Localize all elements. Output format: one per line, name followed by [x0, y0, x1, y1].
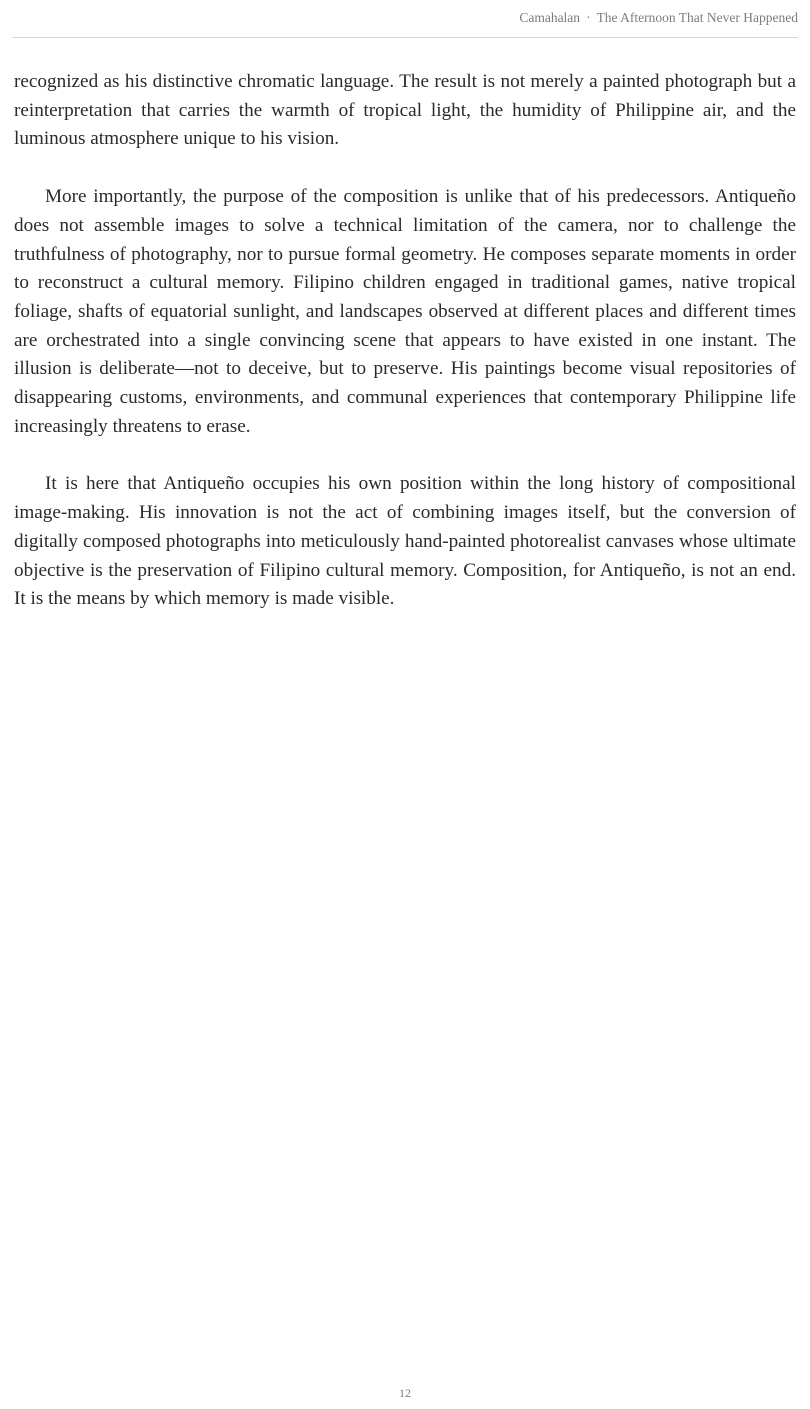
paragraph: More importantly, the purpose of the composition is unlike that of his predecessors. Antiqueño does not assemble images to solve a technical limitation of the camera, nor to challenge the truthfulness of photography, nor to pursue formal geometry. He composes separate moments in order to reconstruct a cultural memory. Filipino children engaged in traditional games, native tropical foliage, shafts of equatorial sunlight, and landscapes observed at different places and different times are orchestrated into a single convincing scene that appears to have existed in one instant. The illusion is deliberate—not to deceive, but to preserve. His paintings become visual repositories of disappearing customs, environments, and communal experiences that contemporary Philippine life increasingly threatens to erase. — [14, 186, 796, 437]
header-text — [519, 10, 798, 26]
paragraph: It is here that Antiqueño occupies his own position within the long history of compositional image-making. His innovation is not the act of combining images itself, but the conversion of digitally composed photographs into meticulously hand-painted photorealist canvases whose ultimate objective is the preservation of Filipino cultural memory. Composition, for Antiqueño, is not an end. It is the means by which memory is made visible. — [14, 473, 796, 610]
page-number: 12 — [399, 1386, 411, 1400]
header-separator: · — [586, 10, 591, 25]
body-text — [14, 68, 796, 643]
paragraph-continued: recognized as his distinctive chromatic language. The result is not merely a painted photograph but a reinterpretation that carries the warmth of tropical light, the humidity of Philippine air, and the luminous atmosphere unique to his vision. — [14, 71, 796, 150]
header-title: The Afternoon That Never Happened — [596, 10, 798, 25]
running-header — [12, 0, 798, 38]
header-author: Camahalan — [519, 10, 581, 25]
